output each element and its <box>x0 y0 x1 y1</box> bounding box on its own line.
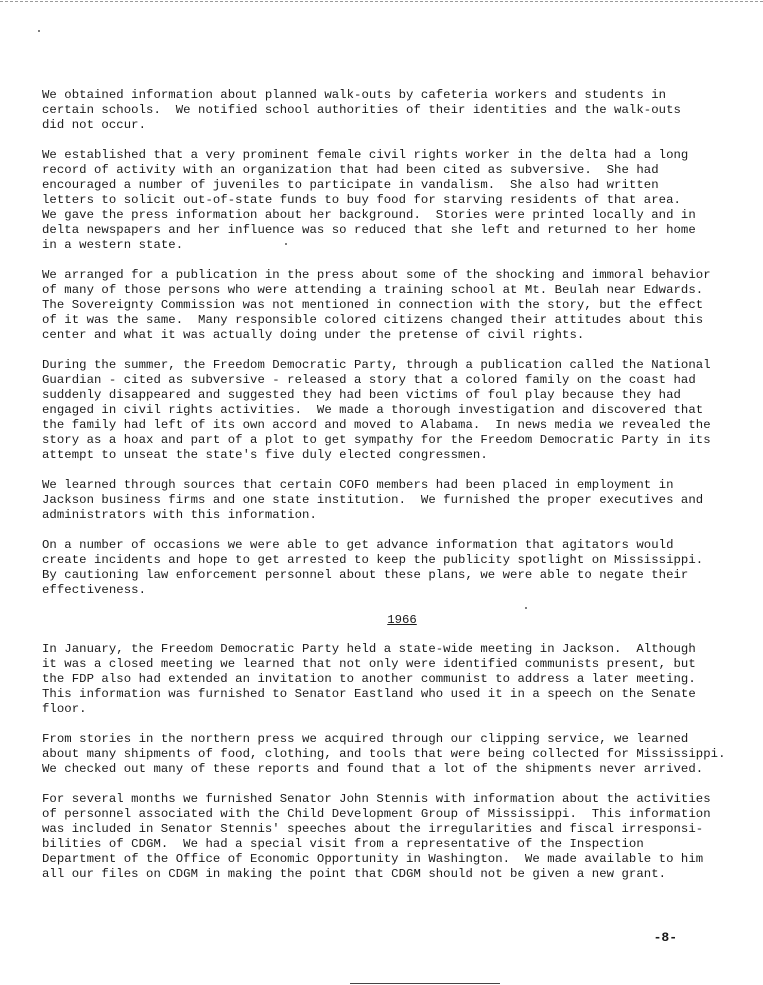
page-number: -8- <box>653 930 677 945</box>
text-line: Jackson business firms and one state institution. We furnished the proper executives and <box>42 493 704 507</box>
text-line: all our files on CDGM in making the point that CDGM should not be given a new grant. <box>42 867 667 881</box>
text-line: The Sovereignty Commission was not mentioned in connection with the story, but the effect <box>42 298 704 312</box>
text-line: create incidents and hope to get arrested to keep the publicity spotlight on Mississippi. <box>42 553 704 567</box>
text-line: For several months we furnished Senator John Stennis with information about the activities <box>42 792 711 806</box>
text-line: center and what it was actually doing under the pretense of civil rights. <box>42 328 585 342</box>
text-line: bilities of CDGM. We had a special visit from a representative of the Inspection <box>42 837 644 851</box>
paragraph <box>42 88 742 133</box>
text-line: We established that a very prominent female civil rights worker in the delta had a long <box>42 148 689 162</box>
text-line: Department of the Office of Economic Opportunity in Washington. We made available to him <box>42 852 704 866</box>
text-line: suddenly disappeared and suggested they had been victims of foul play because they had <box>42 388 681 402</box>
text-line: of many of those persons who were attending a training school at Mt. Beulah near Edwards. <box>42 283 704 297</box>
paragraphs-after-heading <box>42 642 742 882</box>
document-page <box>42 88 742 897</box>
text-line: of personnel associated with the Child Development Group of Mississippi. This information <box>42 807 711 821</box>
paragraph <box>42 478 742 523</box>
text-line: in a western state. <box>42 238 184 252</box>
text-line: letters to solicit out-of-state funds to buy food for starving residents of that area. <box>42 193 681 207</box>
text-line: of it was the same. Many responsible colored citizens changed their attitudes about this <box>42 313 704 327</box>
text-line: We learned through sources that certain COFO members had been placed in employment in <box>42 478 674 492</box>
text-line: engaged in civil rights activities. We made a thorough investigation and discovered that <box>42 403 704 417</box>
section-heading-1966: 1966 <box>387 613 417 627</box>
paragraph <box>42 268 742 343</box>
text-line: During the summer, the Freedom Democratic Party, through a publication called the National <box>42 358 711 372</box>
paragraph <box>42 732 742 777</box>
text-line: effectiveness. <box>42 583 147 597</box>
text-line: From stories in the northern press we acquired through our clipping service, we learned <box>42 732 689 746</box>
paragraph <box>42 642 742 717</box>
text-line: We gave the press information about her background. Stories were printed locally and in <box>42 208 696 222</box>
text-line: floor. <box>42 702 87 716</box>
paragraph <box>42 538 742 598</box>
text-line: We obtained information about planned walk-outs by cafeteria workers and students in <box>42 88 667 102</box>
text-line: record of activity with an organization that had been cited as subversive. She had <box>42 163 659 177</box>
text-line: it was a closed meeting we learned that not only were identified communists present, but <box>42 657 696 671</box>
text-line: the family had left of its own accord and moved to Alabama. In news media we revealed the <box>42 418 711 432</box>
text-line: was included in Senator Stennis' speeches about the irregularities and fiscal irresponsi- <box>42 822 704 836</box>
text-line: administrators with this information. <box>42 508 317 522</box>
text-line: On a number of occasions we were able to get advance information that agitators would <box>42 538 674 552</box>
text-line: attempt to unseat the state's five duly elected congressmen. <box>42 448 488 462</box>
text-line: did not occur. <box>42 118 147 132</box>
paragraph <box>42 148 742 253</box>
text-line: story as a hoax and part of a plot to get sympathy for the Freedom Democratic Party in its <box>42 433 711 447</box>
text-line: encouraged a number of juveniles to participate in vandalism. She also had written <box>42 178 659 192</box>
text-line: certain schools. We notified school authorities of their identities and the walk-outs <box>42 103 681 117</box>
paragraph <box>42 792 742 882</box>
text-line: the FDP also had extended an invitation to another communist to address a later meeting. <box>42 672 696 686</box>
text-line: We arranged for a publication in the press about some of the shocking and immoral behavior <box>42 268 711 282</box>
scan-speck <box>38 30 40 32</box>
text-line: In January, the Freedom Democratic Party held a state-wide meeting in Jackson. Although <box>42 642 696 656</box>
text-line: delta newspapers and her influence was so reduced that she left and returned to her home <box>42 223 696 237</box>
text-line: Guardian - cited as subversive - released a story that a colored family on the coast had <box>42 373 696 387</box>
text-line: This information was furnished to Senator Eastland who used it in a speech on the Senate <box>42 687 696 701</box>
text-line: By cautioning law enforcement personnel about these plans, we were able to negate their <box>42 568 689 582</box>
paragraphs-before-heading <box>42 88 742 598</box>
text-line: about many shipments of food, clothing, and tools that were being collected for Mississippi. <box>42 747 726 761</box>
page-top-edge <box>0 1 763 2</box>
scan-speck <box>285 243 287 245</box>
scan-speck <box>525 607 527 609</box>
page-bottom-edge <box>350 983 500 984</box>
paragraph <box>42 358 742 463</box>
text-line: We checked out many of these reports and found that a lot of the shipments never arrived. <box>42 762 704 776</box>
